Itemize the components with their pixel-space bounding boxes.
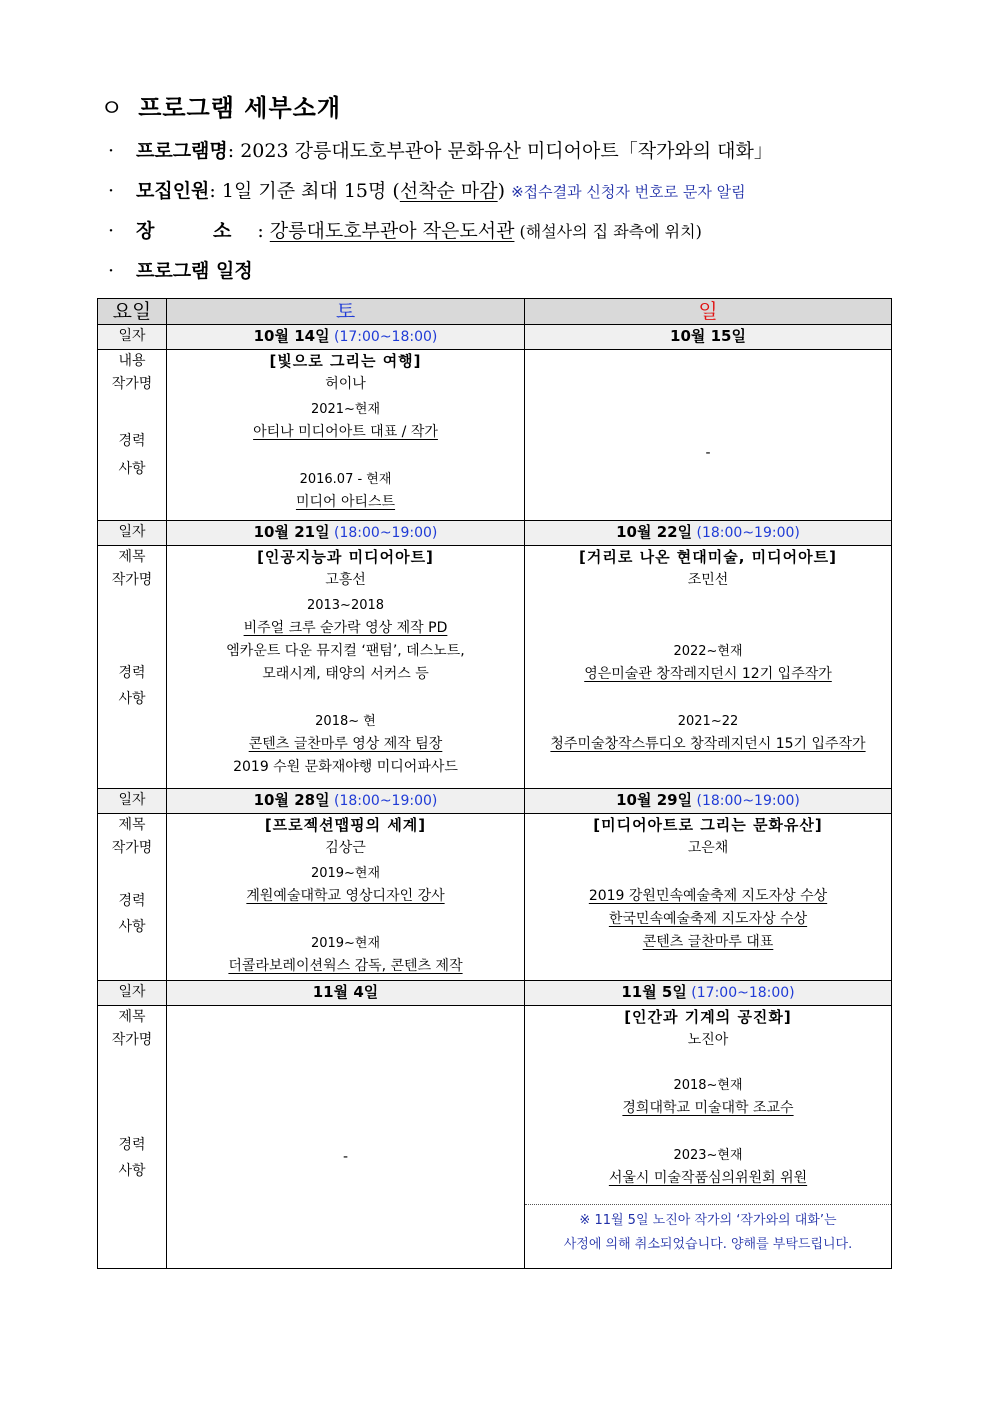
artist-name: 허이나 (325, 376, 366, 392)
career-period: 2018~현재 (673, 1078, 743, 1093)
session-title: [미디어아트로 그리는 문화유산] (593, 816, 823, 834)
career-item: 2019 강원민속예술축제 지도자상 수상 (588, 888, 828, 904)
date-cell-sun (525, 789, 892, 814)
date-cell-sat (167, 325, 525, 350)
header-saturday: 토 (167, 299, 525, 325)
session-cell-sat (167, 814, 525, 981)
artist-label: 작가명 (111, 840, 153, 856)
artist-name: 김상근 (325, 840, 366, 856)
content-row-label (98, 546, 167, 789)
capacity-label: 모집인원 (136, 180, 210, 202)
career-period: 2021~22 (677, 714, 739, 729)
section-heading (100, 88, 341, 123)
heading-text: 프로그램 세부소개 (138, 93, 342, 122)
career-period: 2019~현재 (310, 866, 381, 881)
session-title: [빛으로 그리는 여행] (269, 352, 422, 370)
career-period: 2023~현재 (673, 1148, 743, 1163)
career-item: 비주얼 크루 숟가락 영상 제작 PD (243, 620, 448, 636)
date-text: 11월 4일 (312, 983, 379, 1001)
title-label: 제목 (118, 549, 146, 565)
session-cell-sun (525, 1006, 892, 1269)
career-period: 2021~현재 (310, 402, 381, 417)
career-period: 2016.07 - 현재 (299, 472, 392, 487)
career-label-1: 경력 (118, 433, 146, 449)
career-label-2: 사항 (118, 1163, 146, 1179)
session-title: [인간과 기계의 공진화] (624, 1008, 792, 1026)
artist-name: 노진아 (687, 1032, 729, 1048)
career-label-1: 경력 (118, 665, 146, 681)
heading-marker: ㅇ (100, 94, 125, 122)
date-text: 10월 28일 (253, 791, 330, 809)
time-text: (17:00~18:00) (691, 985, 795, 1001)
session-cell-sun (525, 350, 892, 521)
capacity-note: ※접수결과 신청자 번호로 문자 알림 (511, 183, 746, 201)
session-title: [거리로 나온 현대미술, 미디어아트] (579, 548, 837, 566)
career-item: 콘텐츠 글찬마루 대표 (642, 934, 774, 950)
place-label: 장 소 (136, 220, 258, 242)
date-label: 일자 (98, 325, 167, 350)
date-label: 일자 (98, 789, 167, 814)
career-item: 모래시계, 태양의 서커스 등 (262, 666, 429, 682)
empty-dash: - (342, 1149, 349, 1165)
artist-name: 조민선 (687, 572, 729, 588)
date-row (98, 981, 892, 1006)
session-title: [인공지능과 미디어아트] (257, 548, 434, 566)
session-cell-sat (167, 546, 525, 789)
session-cell-sun (525, 546, 892, 789)
career-label-2: 사항 (118, 919, 146, 935)
career-period: 2019~현재 (310, 936, 381, 951)
artist-name: 고은채 (687, 840, 729, 856)
info-place (108, 216, 702, 243)
content-label: 내용 (118, 353, 146, 369)
artist-name: 고흥선 (325, 572, 366, 588)
artist-label: 작가명 (111, 1032, 153, 1048)
career-item: 영은미술관 창작레지던시 12기 입주작가 (584, 666, 832, 682)
content-row-label (98, 350, 167, 521)
info-capacity (108, 176, 746, 203)
date-cell-sat (167, 981, 525, 1006)
cancellation-notice (525, 1204, 891, 1257)
career-item: 더콜라보레이션웍스 감독, 콘텐츠 제작 (228, 958, 463, 974)
bullet: · (108, 260, 115, 282)
date-label: 일자 (98, 981, 167, 1006)
career-item: 미디어 아티스트 (295, 494, 396, 510)
time-text: (18:00~19:00) (696, 525, 800, 541)
program-label: 프로그램명 (136, 140, 228, 162)
header-row (98, 299, 892, 325)
content-row-label (98, 1006, 167, 1269)
place-value-underlined: 강릉대도호부관아 작은도서관 (269, 220, 515, 242)
bullet: · (108, 220, 115, 242)
time-text: (18:00~19:00) (334, 793, 438, 809)
career-label-1: 경력 (118, 1137, 146, 1153)
session-title: [프로젝션맵핑의 세계] (264, 816, 427, 834)
time-text: (18:00~19:00) (334, 525, 438, 541)
capacity-value-post: ) (497, 180, 506, 202)
date-label: 일자 (98, 521, 167, 546)
session-cell-sun (525, 814, 892, 981)
career-label-1: 경력 (118, 893, 146, 909)
date-text: 10월 14일 (253, 327, 330, 345)
career-item: 계원예술대학교 영상디자인 강사 (246, 888, 445, 904)
content-row (98, 546, 892, 789)
date-row (98, 325, 892, 350)
content-row (98, 814, 892, 981)
career-item: 아티나 미디어아트 대표 / 작가 (253, 424, 438, 440)
title-label: 제목 (118, 817, 146, 833)
date-row (98, 789, 892, 814)
program-value: : 2023 강릉대도호부관아 문화유산 미디어아트「작가와의 대화」 (227, 140, 773, 162)
session-cell-sat (167, 350, 525, 521)
time-text: (18:00~19:00) (696, 793, 800, 809)
artist-label: 작가명 (111, 572, 153, 588)
date-cell-sun (525, 521, 892, 546)
date-cell-sat (167, 521, 525, 546)
bullet: · (108, 140, 115, 162)
career-label-2: 사항 (118, 461, 146, 477)
date-text: 10월 21일 (253, 523, 330, 541)
session-cell-sat (167, 1006, 525, 1269)
career-item: 콘텐츠 글찬마루 영상 제작 팀장 (248, 736, 443, 752)
career-item: 서울시 미술작품심의위원회 위원 (608, 1170, 808, 1186)
content-row (98, 1006, 892, 1269)
info-program (108, 136, 773, 163)
date-text: 11월 5일 (621, 983, 687, 1001)
date-text: 10월 29일 (616, 791, 693, 809)
career-period: 2013~2018 (306, 598, 385, 613)
place-value-pre: : (257, 220, 270, 242)
capacity-value-pre: : 1일 기준 최대 15명 ( (209, 180, 400, 202)
info-schedule (108, 256, 253, 283)
artist-label: 작가명 (111, 376, 153, 392)
date-text: 10월 22일 (616, 523, 693, 541)
header-sunday: 일 (525, 299, 892, 325)
bullet: · (108, 180, 115, 202)
date-cell-sun (525, 325, 892, 350)
title-label: 제목 (118, 1009, 146, 1025)
career-item: 청주미술창작스튜디오 창작레지던시 15기 입주작가 (550, 736, 866, 752)
date-text: 10월 15일 (670, 327, 746, 345)
date-row (98, 521, 892, 546)
time-text: (17:00~18:00) (334, 329, 438, 345)
date-cell-sat (167, 789, 525, 814)
schedule-label: 프로그램 일정 (136, 260, 253, 282)
career-period: 2018~ 현 (315, 714, 376, 729)
header-weekday-label: 요일 (98, 299, 167, 325)
career-item: 경희대학교 미술대학 조교수 (622, 1100, 794, 1116)
notice-line: ※ 11월 5일 노진아 작가의 ‘작가와의 대화’는 (579, 1213, 837, 1228)
empty-dash: - (705, 445, 711, 461)
date-cell-sun (525, 981, 892, 1006)
capacity-value-underlined: 선착순 마감 (399, 180, 498, 202)
notice-line: 사정에 의해 취소되었습니다. 양해를 부탁드립니다. (563, 1237, 853, 1252)
schedule-table (97, 298, 892, 1269)
content-row-label (98, 814, 167, 981)
content-row (98, 350, 892, 521)
career-item: 엠카운트 다운 뮤지컬 ‘팬텀’, 데스노트, (226, 643, 465, 659)
career-item: 한국민속예술축제 지도자상 수상 (608, 911, 808, 927)
place-paren: (해설사의 집 좌측에 위치) (514, 222, 702, 241)
career-label-2: 사항 (118, 691, 146, 707)
career-period: 2022~현재 (673, 644, 743, 659)
career-item: 2019 수원 문화재야행 미디어파사드 (233, 759, 458, 775)
